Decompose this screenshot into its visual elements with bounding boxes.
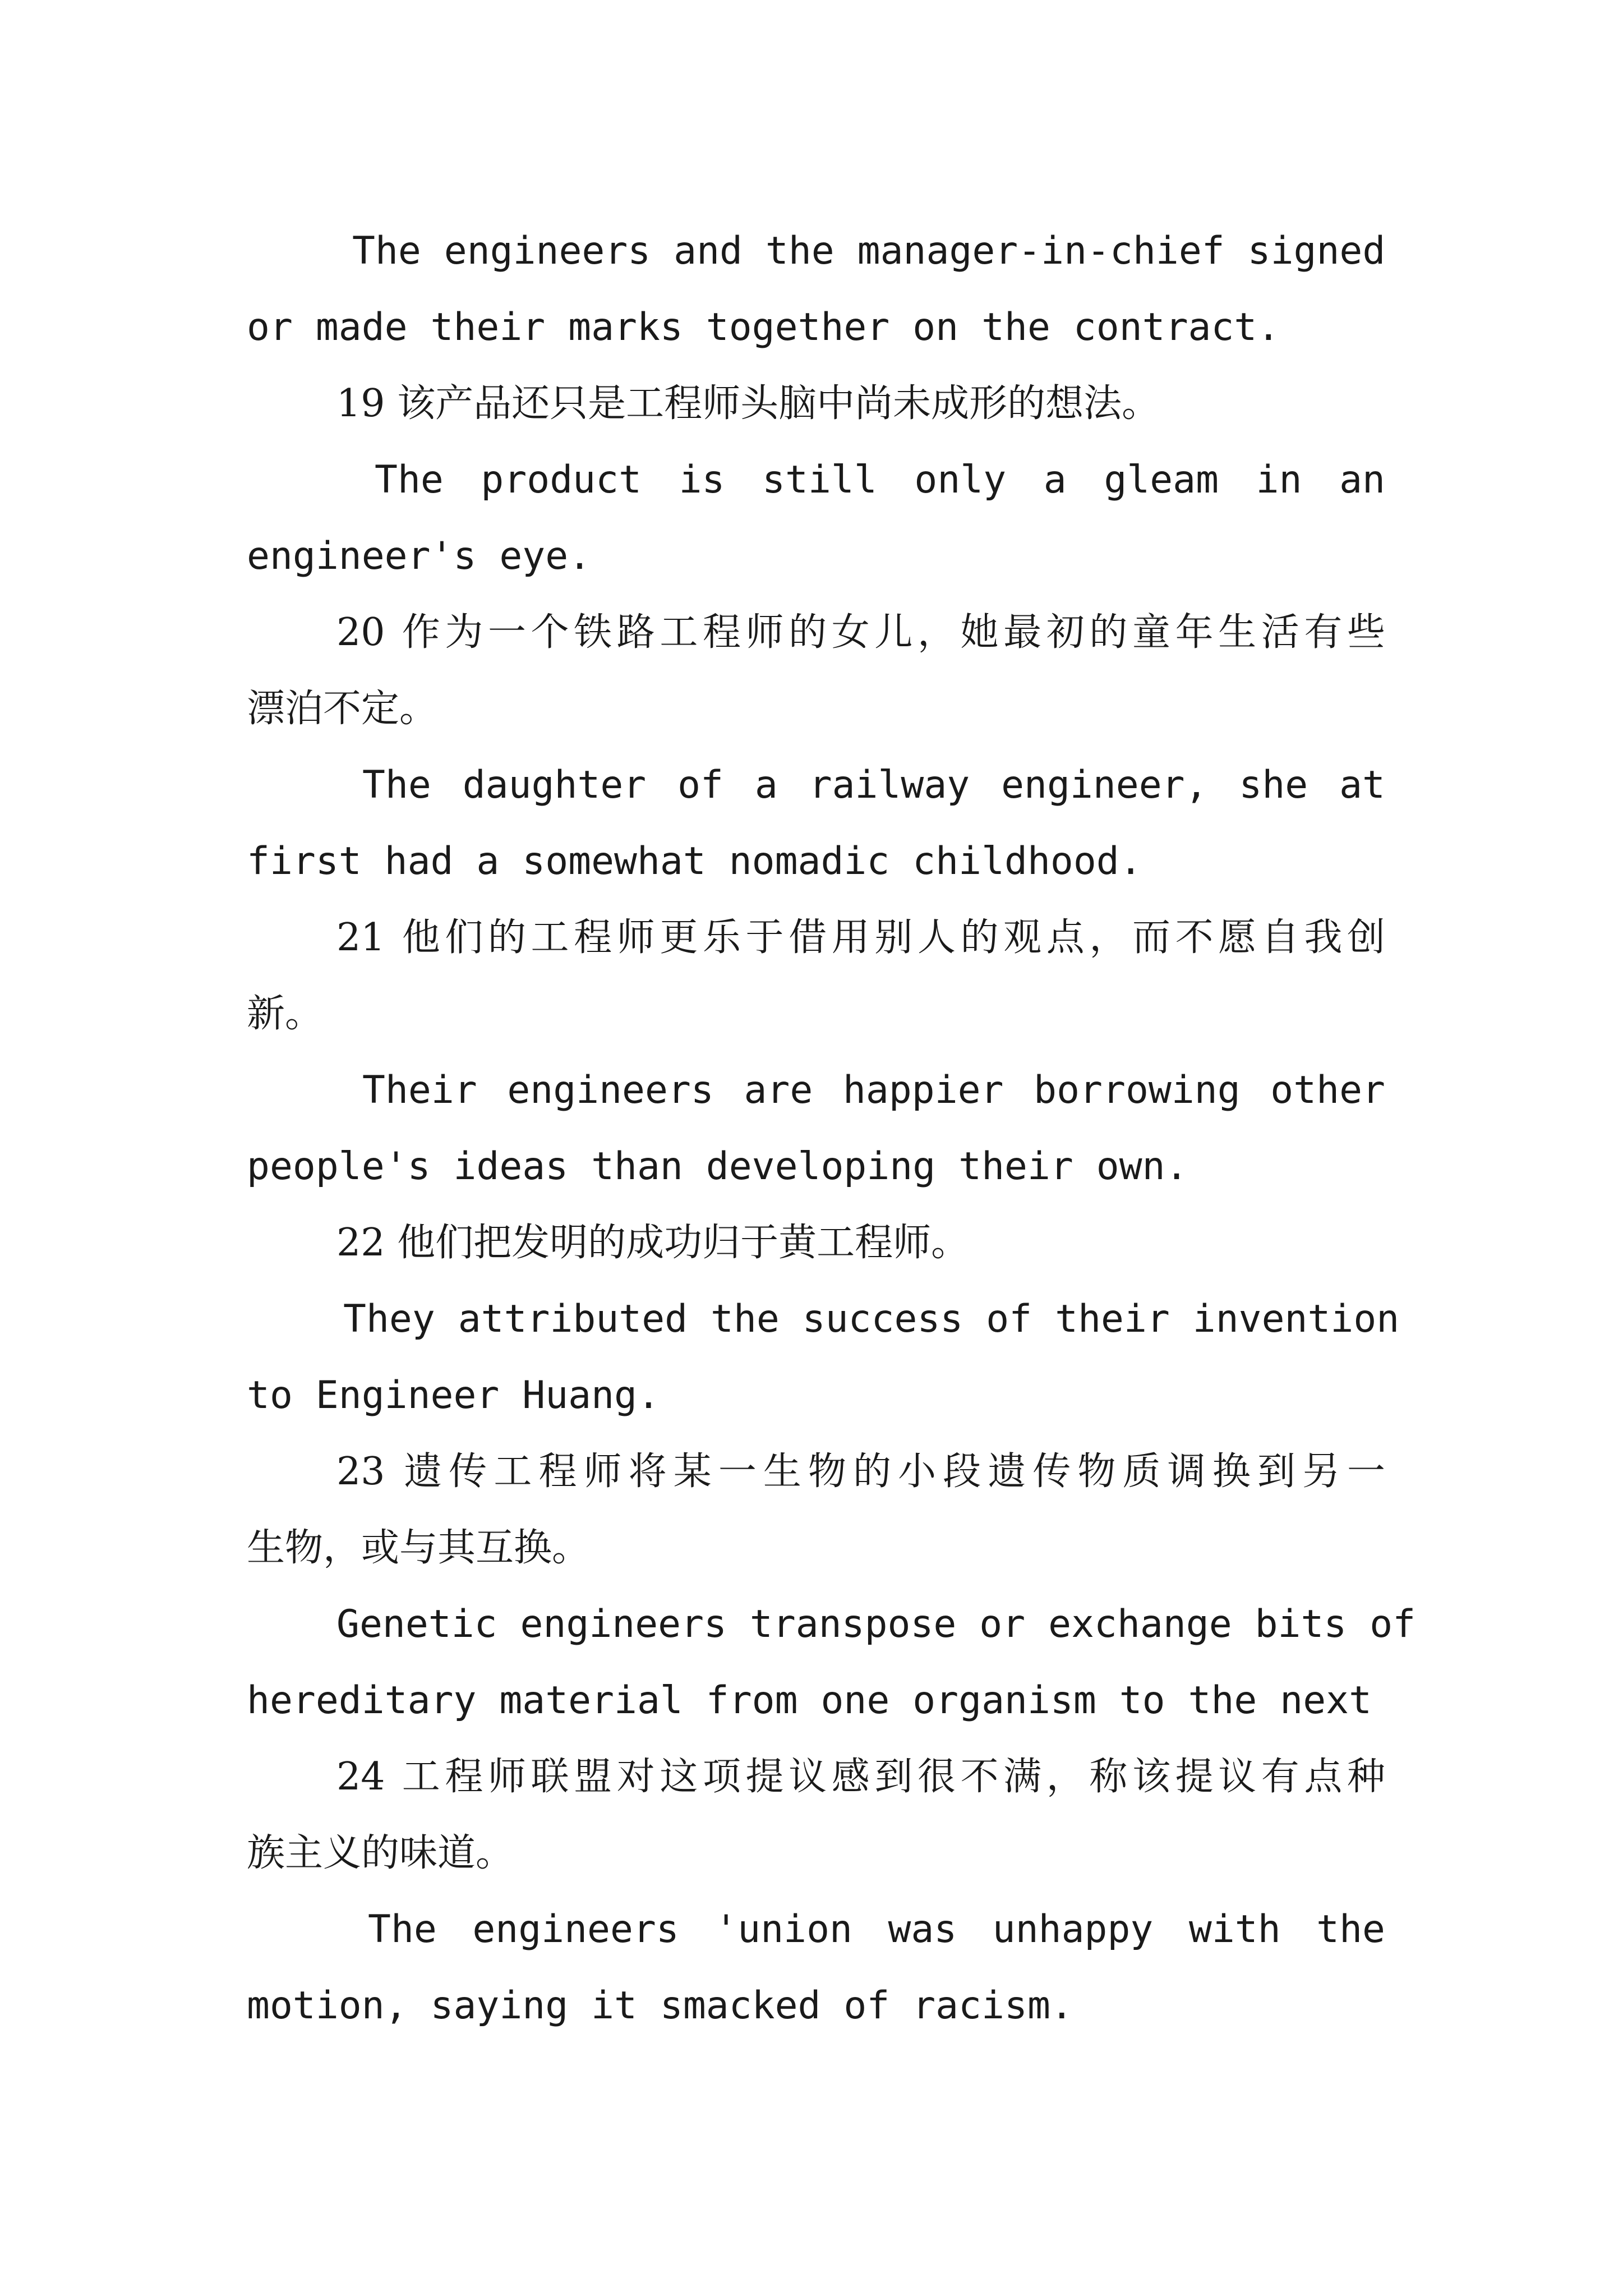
text-line: people's ideas than developing their own. bbox=[247, 1144, 1188, 1189]
text-line: 漂泊不定。 bbox=[247, 687, 438, 731]
text-line: Their engineers are happier borrowing other bbox=[362, 1068, 1385, 1112]
text-line: first had a somewhat nomadic childhood. bbox=[247, 839, 1142, 884]
text-line: 23 遗传工程师将某一生物的小段遗传物质调换到另一 bbox=[336, 1450, 1385, 1494]
text-line: hereditary material from one organism to the next bbox=[247, 1678, 1372, 1723]
text-line: The product is still only a gleam in an bbox=[375, 458, 1385, 502]
text-line: or made their marks together on the contract. bbox=[247, 305, 1280, 349]
text-line: 21 他们的工程师更乐于借用别人的观点，而不愿自我创 bbox=[336, 915, 1385, 960]
text-line: motion, saying it smacked of racism. bbox=[247, 1984, 1073, 2028]
text-line: 生物，或与其互换。 bbox=[247, 1526, 591, 1570]
text-line: The daughter of a railway engineer, she at bbox=[362, 763, 1385, 807]
text-line: to Engineer Huang. bbox=[247, 1373, 660, 1418]
text-line: 22 他们把发明的成功归于黄工程师。 bbox=[336, 1221, 970, 1265]
text-line: 20 作为一个铁路工程师的女儿，她最初的童年生活有些 bbox=[336, 610, 1385, 655]
text-line: 24 工程师联盟对这项提议感到很不满，称该提议有点种 bbox=[336, 1755, 1385, 1799]
text-line: 19 该产品还只是工程师头脑中尚未成形的想法。 bbox=[336, 381, 1160, 426]
text-line: 族主义的味道。 bbox=[247, 1831, 514, 1875]
text-line: The engineers and the manager-in-chief signed bbox=[352, 229, 1386, 273]
text-line: Genetic engineers transpose or exchange bits of bbox=[336, 1602, 1416, 1646]
text-line: The engineers 'union was unhappy with the bbox=[368, 1907, 1385, 1952]
text-line: They attributed the success of their invention bbox=[343, 1297, 1400, 1341]
text-line: engineer's eye. bbox=[247, 534, 592, 578]
text-line: 新。 bbox=[247, 992, 324, 1036]
